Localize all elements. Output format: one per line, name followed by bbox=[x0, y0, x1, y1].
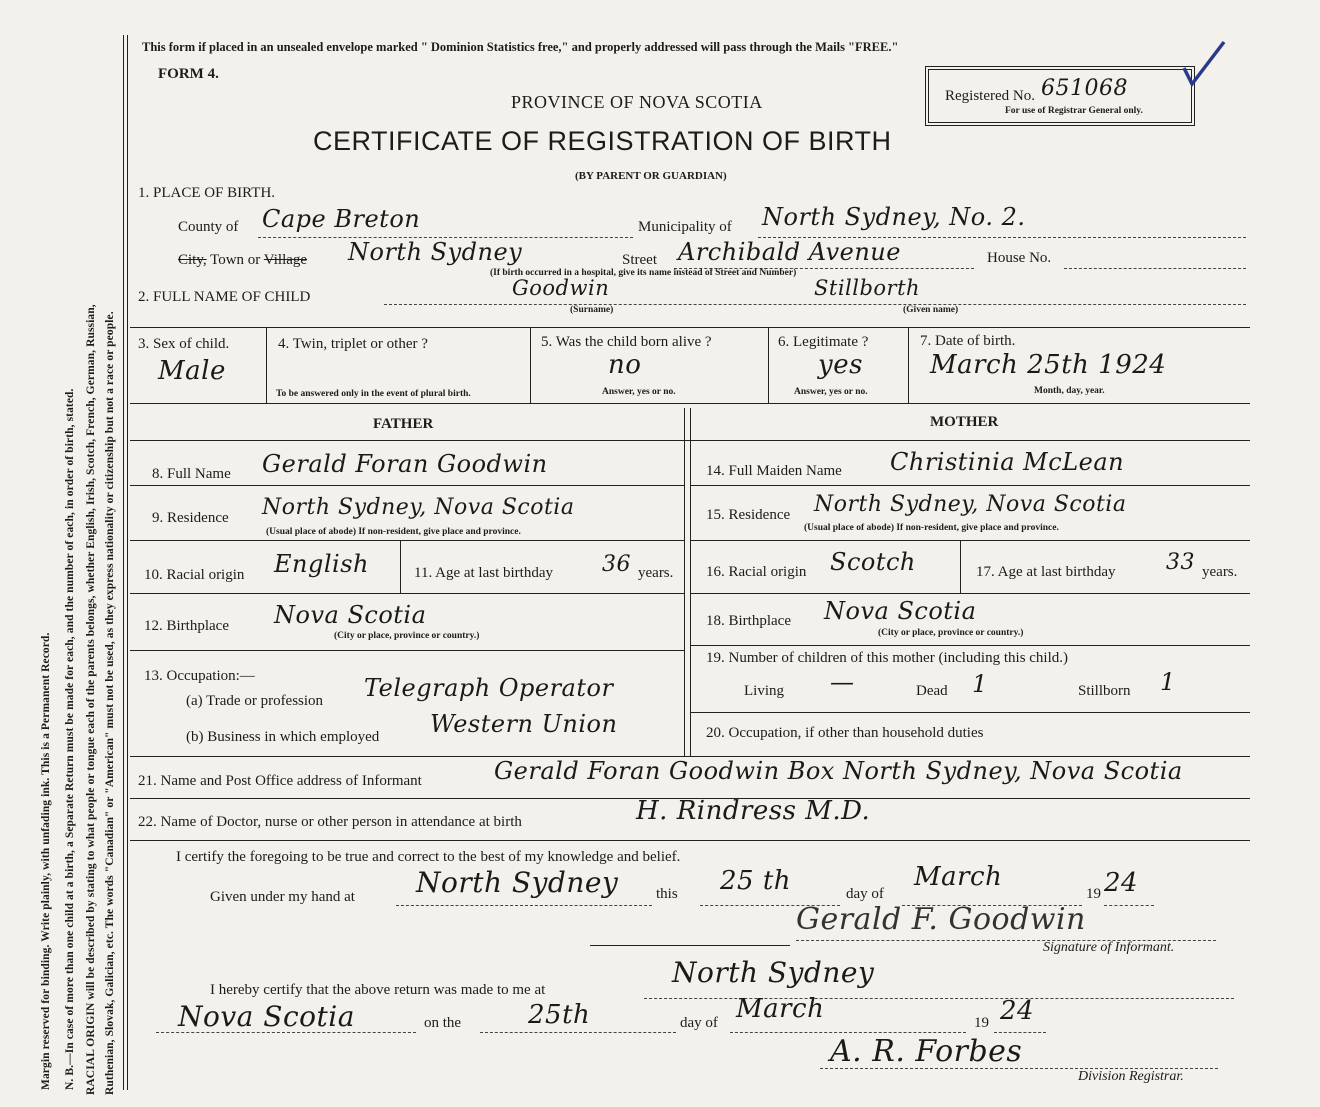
mother-row-line-3 bbox=[690, 593, 1250, 594]
registrar-day-value: 25th bbox=[528, 1000, 591, 1030]
cert-year-prefix: 19 bbox=[1086, 886, 1101, 902]
cert-year-value: 24 bbox=[1104, 868, 1139, 898]
section-separator bbox=[590, 945, 790, 946]
registrar-year-line bbox=[994, 1032, 1046, 1033]
registrar-place-line bbox=[644, 998, 1234, 999]
town-value: North Sydney bbox=[348, 238, 523, 266]
mother-age-label: 17. Age at last birthday bbox=[976, 564, 1116, 580]
municipality-value: North Sydney, No. 2. bbox=[762, 203, 1026, 231]
father-trade-label: (a) Trade or profession bbox=[186, 693, 324, 709]
stillborn-label: Stillborn bbox=[1078, 683, 1131, 699]
registrar-year-prefix: 19 bbox=[974, 1015, 989, 1031]
father-age-suffix: years. bbox=[638, 565, 674, 581]
dead-value: 1 bbox=[972, 670, 988, 698]
mother-row-line-5 bbox=[690, 712, 1250, 713]
legitimate-label: 6. Legitimate ? bbox=[778, 334, 869, 350]
county-value: Cape Breton bbox=[262, 205, 421, 233]
street-value: Archibald Avenue bbox=[678, 238, 901, 266]
doctor-value: H. Rindress M.D. bbox=[636, 796, 871, 826]
alive-value: no bbox=[608, 350, 642, 380]
mother-racial-divider bbox=[960, 540, 961, 593]
registrar-month-value: March bbox=[736, 994, 825, 1024]
father-business-value: Western Union bbox=[430, 710, 618, 738]
father-row-line-1 bbox=[130, 485, 684, 486]
informant-value: Gerald Foran Goodwin Box North Sydney, Nova Scotia bbox=[494, 757, 1183, 785]
dob-label: 7. Date of birth. bbox=[920, 333, 1016, 349]
mother-birthplace-caption: (City or place, province or country.) bbox=[878, 628, 1024, 638]
given-name-caption: (Given name) bbox=[903, 305, 959, 315]
center-divider bbox=[684, 408, 685, 756]
mother-residence-value: North Sydney, Nova Scotia bbox=[814, 492, 1127, 517]
mother-age-suffix: years. bbox=[1202, 564, 1238, 580]
registrar-statement: I hereby certify that the above return was made to me at bbox=[210, 982, 546, 998]
mother-age-value: 33 bbox=[1166, 550, 1195, 575]
mother-heading: MOTHER bbox=[930, 414, 999, 430]
registrar-province-value: Nova Scotia bbox=[178, 1000, 355, 1033]
registrar-province-line bbox=[156, 1032, 416, 1033]
margin-note-racial-origin-1: RACIAL ORIGIN will be described by stating to what people or tongue each of the parents belongs, whether English, Irish, Scotch, French, German, Russian, bbox=[85, 304, 97, 1095]
informant-label: 21. Name and Post Office address of Informant bbox=[138, 773, 422, 789]
mother-name-value: Christinia McLean bbox=[890, 448, 1125, 476]
cert-day-value: 25 th bbox=[720, 866, 792, 896]
city-label: City, Town or Village bbox=[178, 252, 308, 268]
mail-notice: This form if placed in an unsealed envelope marked " Dominion Statistics free," and properly addressed will pass through the Mails "FREE." bbox=[142, 40, 899, 54]
province-heading: PROVINCE OF NOVA SCOTIA bbox=[511, 92, 763, 112]
certify-statement: I certify the foregoing to be true and correct to the best of my knowledge and belief. bbox=[176, 849, 681, 865]
twin-label: 4. Twin, triplet or other ? bbox=[278, 336, 428, 352]
sex-label: 3. Sex of child. bbox=[138, 336, 230, 352]
father-age-label: 11. Age at last birthday bbox=[414, 565, 553, 581]
parents-heading-line bbox=[130, 440, 1250, 441]
mother-racial-label: 16. Racial origin bbox=[706, 564, 807, 580]
mother-row-line-2 bbox=[690, 540, 1250, 541]
registrar-month-line bbox=[730, 1032, 966, 1033]
left-border-inner bbox=[127, 35, 128, 1090]
row3-top-line bbox=[130, 327, 1250, 328]
father-name-value: Gerald Foran Goodwin bbox=[262, 450, 548, 478]
father-residence-label: 9. Residence bbox=[152, 510, 229, 526]
father-trade-value: Telegraph Operator bbox=[364, 674, 614, 702]
registrar-on-the-label: on the bbox=[424, 1015, 462, 1031]
left-border bbox=[123, 35, 124, 1090]
mother-birthplace-value: Nova Scotia bbox=[824, 597, 977, 625]
row3-div-3 bbox=[768, 327, 769, 403]
margin-note-binding: Margin reserved for binding. Write plainly, with unfading ink. This is a Permanent Record. bbox=[40, 632, 52, 1090]
informant-signature: Gerald F. Goodwin bbox=[796, 902, 1086, 937]
doctor-label: 22. Name of Doctor, nurse or other person in attendance at birth bbox=[138, 814, 522, 830]
mother-residence-caption: (Usual place of abode) If non-resident, give place and province. bbox=[804, 523, 1059, 533]
certificate-title: CERTIFICATE OF REGISTRATION OF BIRTH bbox=[313, 126, 892, 156]
row3-div-4 bbox=[908, 327, 909, 403]
mother-children-label: 19. Number of children of this mother (including this child.) bbox=[706, 650, 1069, 666]
living-value: — bbox=[830, 668, 855, 696]
father-business-label: (b) Business in which employed bbox=[186, 729, 380, 745]
father-age-value: 36 bbox=[602, 552, 631, 577]
father-name-label: 8. Full Name bbox=[152, 466, 231, 482]
father-occupation-label: 13. Occupation:— bbox=[144, 668, 255, 684]
father-residence-value: North Sydney, Nova Scotia bbox=[262, 495, 575, 520]
mother-row-line-4 bbox=[690, 645, 1250, 646]
child-surname-value: Goodwin bbox=[512, 276, 610, 300]
father-residence-caption: (Usual place of abode) If non-resident, give place and province. bbox=[266, 527, 521, 537]
dob-caption: Month, day, year. bbox=[1034, 386, 1105, 396]
legitimate-answer-caption: Answer, yes or no. bbox=[794, 387, 868, 397]
house-line bbox=[1064, 268, 1246, 269]
surname-caption: (Surname) bbox=[570, 305, 614, 315]
legitimate-value: yes bbox=[818, 350, 863, 380]
row3-div-1 bbox=[266, 327, 267, 403]
county-label: County of bbox=[178, 219, 239, 235]
sex-value: Male bbox=[158, 356, 226, 386]
certificate-subtitle: (BY PARENT OR GUARDIAN) bbox=[575, 170, 727, 182]
dob-value: March 25th 1924 bbox=[930, 350, 1167, 380]
doctor-line bbox=[130, 840, 1250, 841]
row3-bottom-line bbox=[130, 403, 1250, 404]
mother-birthplace-label: 18. Birthplace bbox=[706, 613, 791, 629]
informant-signature-caption: Signature of Informant. bbox=[1043, 940, 1175, 955]
mother-row-line-1 bbox=[690, 485, 1250, 486]
form-number: FORM 4. bbox=[158, 66, 219, 82]
cert-year-line bbox=[1104, 905, 1154, 906]
registrar-signature: A. R. Forbes bbox=[830, 1034, 1023, 1069]
given-under-label: Given under my hand at bbox=[210, 889, 355, 905]
given-place-value: North Sydney bbox=[416, 866, 619, 899]
father-racial-label: 10. Racial origin bbox=[144, 567, 245, 583]
father-birthplace-caption: (City or place, province or country.) bbox=[334, 631, 480, 641]
father-row-line-3 bbox=[130, 593, 684, 594]
given-place-line bbox=[396, 905, 652, 906]
row3-div-2 bbox=[530, 327, 531, 403]
father-racial-divider bbox=[400, 540, 401, 593]
place-of-birth-heading: 1. PLACE OF BIRTH. bbox=[138, 185, 276, 201]
alive-answer-caption: Answer, yes or no. bbox=[602, 387, 676, 397]
checkmark-icon bbox=[1180, 38, 1230, 88]
registrar-signature-caption: Division Registrar. bbox=[1078, 1069, 1184, 1084]
municipality-label: Municipality of bbox=[638, 219, 732, 235]
registered-number: 651068 bbox=[1041, 76, 1128, 101]
this-label: this bbox=[656, 886, 678, 902]
mother-racial-value: Scotch bbox=[830, 548, 916, 576]
registered-label: Registered No. bbox=[945, 88, 1035, 104]
margin-note-plural-births: N. B.—In case of more than one child at a birth, a Separate Return must be made for each, and the number of each, in order of birth, stated. bbox=[64, 388, 76, 1090]
mother-residence-label: 15. Residence bbox=[706, 507, 791, 523]
registrar-year-value: 24 bbox=[1000, 996, 1035, 1026]
registrar-place-value: North Sydney bbox=[672, 956, 875, 989]
father-heading: FATHER bbox=[373, 416, 434, 432]
mother-name-label: 14. Full Maiden Name bbox=[706, 463, 842, 479]
street-label: Street bbox=[622, 252, 657, 268]
registered-box bbox=[928, 69, 1192, 123]
margin-note-racial-origin-2: Ruthenian, Slovak, Galician, etc. The words "Canadian" or "American" must not be used, as they express nationality or citizenship but not a race or people. bbox=[104, 311, 116, 1095]
hospital-note: (If birth occurred in a hospital, give its name instead of Street and Number) bbox=[490, 268, 797, 278]
stillborn-value: 1 bbox=[1160, 668, 1176, 696]
center-divider-2 bbox=[690, 408, 691, 756]
father-row-line-2 bbox=[130, 540, 684, 541]
living-label: Living bbox=[744, 683, 784, 699]
twin-note: To be answered only in the event of plural birth. bbox=[276, 389, 471, 399]
child-given-value: Stillborth bbox=[814, 276, 921, 300]
father-row-line-4 bbox=[130, 650, 684, 651]
registrar-day-of-label: day of bbox=[680, 1015, 718, 1031]
mother-occupation-label: 20. Occupation, if other than household duties bbox=[706, 725, 984, 741]
cert-month-value: March bbox=[914, 862, 1003, 892]
dead-label: Dead bbox=[916, 683, 948, 699]
alive-label: 5. Was the child born alive ? bbox=[541, 334, 712, 350]
child-name-line bbox=[384, 304, 1246, 305]
father-birthplace-value: Nova Scotia bbox=[274, 601, 427, 629]
house-number-label: House No. bbox=[987, 250, 1052, 266]
registrar-day-line bbox=[480, 1032, 676, 1033]
registrar-general-note: For use of Registrar General only. bbox=[1005, 106, 1143, 116]
father-birthplace-label: 12. Birthplace bbox=[144, 618, 229, 634]
father-racial-value: English bbox=[274, 550, 369, 578]
cert-day-of-label: day of bbox=[846, 886, 884, 902]
child-name-label: 2. FULL NAME OF CHILD bbox=[138, 289, 311, 305]
